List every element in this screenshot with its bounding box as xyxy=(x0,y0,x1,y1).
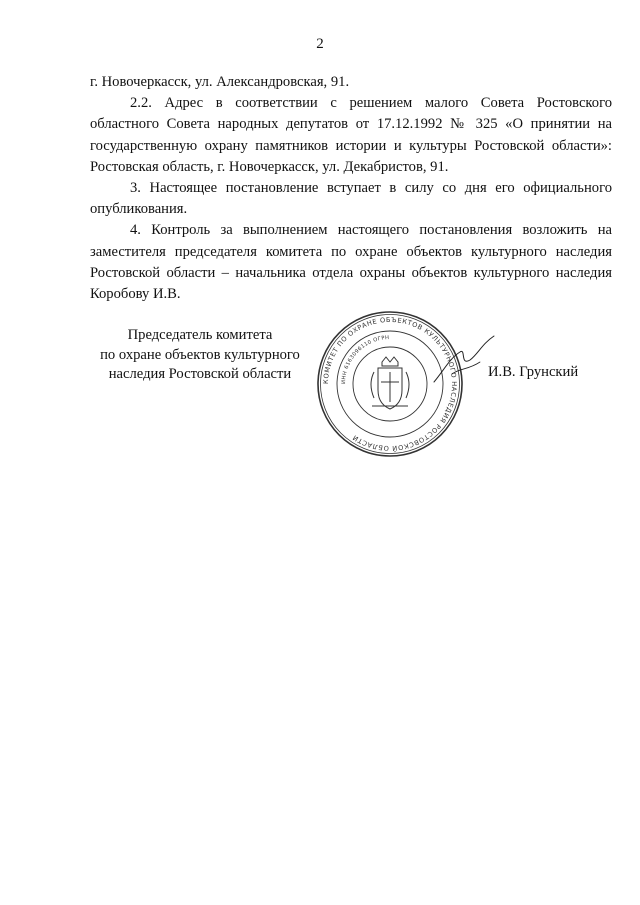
seal-outer-text: КОМИТЕТ ПО ОХРАНЕ ОБЪЕКТОВ КУЛЬТУРНОГО НАСЛЕДИЯ РОСТОВСКОЙ ОБЛАСТИ xyxy=(321,315,459,453)
handwritten-signature xyxy=(430,330,500,390)
paragraph-4: 4. Контроль за выполнением настоящего постановления возложить на заместителя председателя комитета по охране объектов культурного наследия Ростовской области – начальника отдела охраны объектов культурного наследия Коробову И.В. xyxy=(90,222,612,303)
signer-position xyxy=(60,326,340,385)
document-body xyxy=(90,72,612,305)
seal-inner-text: ИНН 6163096110 ОГРН xyxy=(340,334,390,385)
signer-position-line: по охране объектов культурного xyxy=(100,346,300,363)
paragraph-2-2: 2.2. Адрес в соответствии с решением малого Совета Ростовского областного Совета народных депутатов от 17.12.1992 № 325 «О принятии на государственную охрану памятников истории и культуры Ростовской области»: Ростовская область, г. Новочеркасск, ул. Декабристов, 91. xyxy=(90,95,612,175)
paragraph-3: 3. Настоящее постановление вступает в силу со дня его официального опубликования. xyxy=(90,180,612,218)
signer-position-line: наследия Ростовской области xyxy=(108,366,292,382)
coat-of-arms-icon xyxy=(371,357,409,409)
signer-position-line: Председатель комитета xyxy=(127,327,273,343)
svg-text:ИНН 6163096110 ОГРН xyxy=(341,335,390,384)
page-number: 2 xyxy=(316,36,324,52)
paragraph-address-continuation: г. Новочеркасск, ул. Александровская, 91. xyxy=(90,74,350,90)
signer-name: И.В. Грунский xyxy=(488,364,579,380)
